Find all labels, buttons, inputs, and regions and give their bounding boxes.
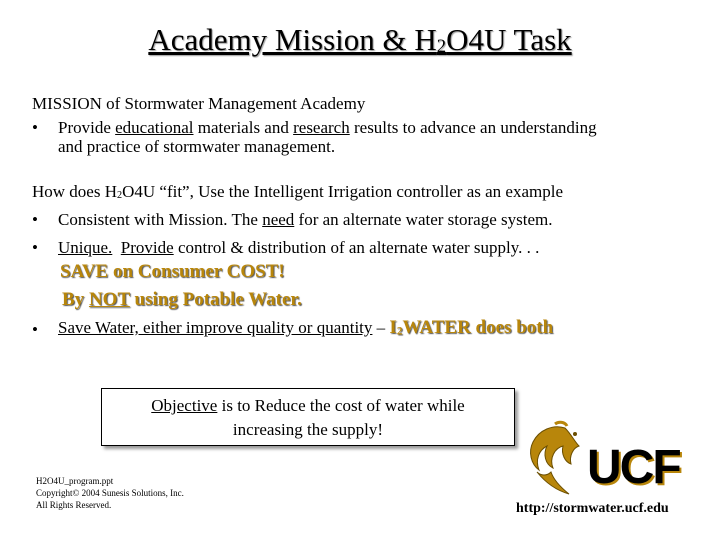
mission-line-1 xyxy=(58,118,597,138)
mission-heading: MISSION of Stormwater Management Academy xyxy=(32,94,366,113)
fit-bullet-1 xyxy=(58,210,552,230)
potable-water-line xyxy=(62,289,302,311)
underlined-text: research xyxy=(293,118,350,137)
footer-rights: All Rights Reserved. xyxy=(36,500,112,510)
footer-copyright: Copyright© 2004 Sunesis Solutions, Inc. xyxy=(36,488,184,498)
mission-line-2: and practice of stormwater management. xyxy=(58,137,336,156)
text-run: WATER does both xyxy=(402,317,554,338)
text-run: – xyxy=(372,318,390,337)
text-run xyxy=(112,238,121,257)
underlined-text: need xyxy=(262,210,295,229)
underlined-text: educational xyxy=(115,118,194,137)
underlined-text: Provide xyxy=(120,238,174,257)
objective-box xyxy=(101,388,515,446)
text-run: for an alternate water storage system. xyxy=(294,210,553,229)
fit-bullet-1-marker: • xyxy=(32,210,38,229)
subscript: 2 xyxy=(396,325,403,338)
text-run: By xyxy=(62,289,89,310)
fit-heading xyxy=(32,182,563,206)
fit-bullet-2-marker: • xyxy=(32,238,38,257)
ucf-wordmark: UCF xyxy=(587,441,680,494)
mission-bullet-1 xyxy=(32,118,38,138)
ucf-logo xyxy=(525,420,700,505)
text-run: Consistent with Mission. The xyxy=(58,210,263,229)
save-cost-line: SAVE on Consumer COST! xyxy=(60,261,285,282)
title-subscript: 2 xyxy=(436,36,447,58)
title-text-end: O4U Task xyxy=(446,22,572,57)
underlined-text: Objective xyxy=(151,396,218,415)
subscript: 2 xyxy=(117,190,123,202)
bullet-marker: • xyxy=(32,118,38,137)
page-title xyxy=(0,22,720,58)
text-run: control & distribution of an alternate water supply. . . xyxy=(173,238,540,257)
underlined-text: NOT xyxy=(88,289,130,310)
objective-line-2: increasing the supply! xyxy=(232,420,384,439)
title-text: Academy Mission & H xyxy=(148,22,437,57)
fit-bullet-2 xyxy=(58,238,539,258)
fit-bullet-3-marker: • xyxy=(32,320,38,339)
website-link[interactable]: http://stormwater.ucf.edu xyxy=(516,501,669,516)
objective-line-1 xyxy=(102,394,514,418)
underlined-text: Save Water, either improve quality or quantity xyxy=(58,318,373,337)
i2water-text xyxy=(389,317,553,338)
underlined-text: Unique. xyxy=(58,238,113,257)
fit-bullet-3 xyxy=(58,318,553,341)
text-run: is to Reduce the cost of water while xyxy=(217,396,465,415)
text-run: materials and xyxy=(193,118,294,137)
text-run: I xyxy=(389,317,397,338)
text-run: Provide xyxy=(58,118,116,137)
text-run: using Potable Water. xyxy=(129,289,302,310)
text-run: results to advance an understanding xyxy=(349,118,597,137)
text-run: O4U “fit”, Use the Intelligent Irrigation controller as an example xyxy=(122,182,563,201)
text-run: How does H xyxy=(32,182,117,201)
footer-filename: H2O4U_program.ppt xyxy=(36,476,114,486)
